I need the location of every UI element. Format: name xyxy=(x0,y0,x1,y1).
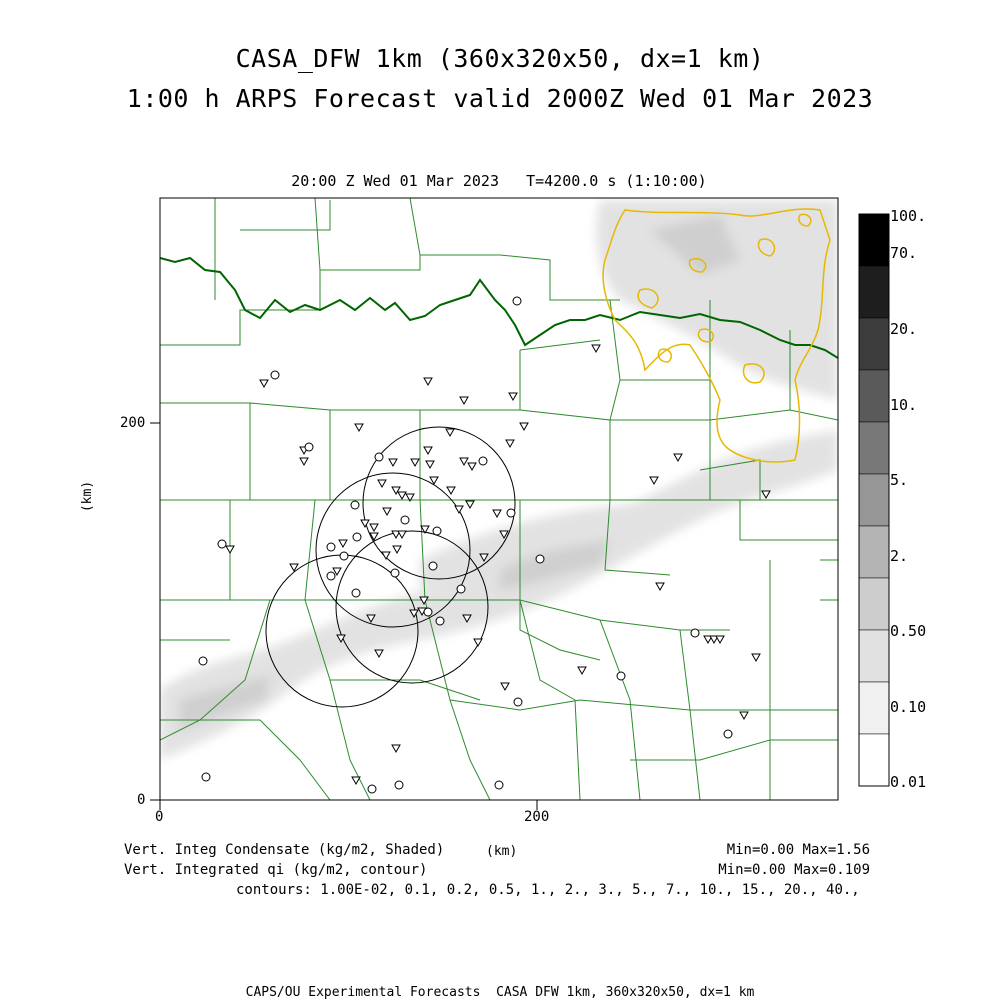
colorbar-swatch xyxy=(859,318,889,370)
colorbar-swatch xyxy=(859,734,889,786)
colorbar-label-70: 70. xyxy=(890,244,918,262)
colorbar-label-20: 20. xyxy=(890,320,918,338)
field-description-1: Vert. Integ Condensate (kg/m2, Shaded) xyxy=(124,842,445,858)
footer-credit: CAPS/OU Experimental Forecasts CASA DFW 1km, 360x320x50, dx=1 km xyxy=(245,985,755,1000)
plot-subtitle: 20:00 Z Wed 01 Mar 2023 T=4200.0 s (1:10:00) xyxy=(291,172,707,190)
y-axis-label: (km) xyxy=(80,480,96,513)
x-tick-200: 200 xyxy=(524,809,550,825)
colorbar xyxy=(859,214,889,786)
colorbar-swatch xyxy=(859,578,889,630)
colorbar-label-100: 100. xyxy=(890,207,927,225)
colorbar-swatch xyxy=(859,474,889,526)
colorbar-swatch xyxy=(859,214,889,266)
title-line-1: CASA_DFW 1km (360x320x50, dx=1 km) xyxy=(235,44,765,73)
y-tick-0: 0 xyxy=(137,792,146,808)
colorbar-swatch xyxy=(859,526,889,578)
contour-levels: contours: 1.00E-02, 0.1, 0.2, 0.5, 1., 2., 3., 5., 7., 10., 15., 20., 40., xyxy=(236,882,860,898)
colorbar-label-0.50: 0.50 xyxy=(890,622,927,640)
field-description-2: Vert. Integrated qi (kg/m2, contour) xyxy=(124,862,428,878)
colorbar-swatch xyxy=(859,266,889,318)
colorbar-label-10: 10. xyxy=(890,396,918,414)
x-axis-label: (km) xyxy=(486,844,518,859)
y-tick-200: 200 xyxy=(120,415,146,431)
colorbar-label-5: 5. xyxy=(890,471,909,489)
minmax-2: Min=0.00 Max=0.109 xyxy=(718,862,870,878)
colorbar-swatch xyxy=(859,422,889,474)
colorbar-label-0.10: 0.10 xyxy=(890,698,927,716)
x-tick-0: 0 xyxy=(155,809,164,825)
colorbar-swatch xyxy=(859,370,889,422)
colorbar-label-0.01: 0.01 xyxy=(890,773,927,791)
colorbar-swatch xyxy=(859,682,889,734)
colorbar-swatch xyxy=(859,630,889,682)
colorbar-label-2: 2. xyxy=(890,547,909,565)
title-line-2: 1:00 h ARPS Forecast valid 2000Z Wed 01 Mar 2023 xyxy=(126,84,874,113)
minmax-1: Min=0.00 Max=1.56 xyxy=(726,842,870,858)
